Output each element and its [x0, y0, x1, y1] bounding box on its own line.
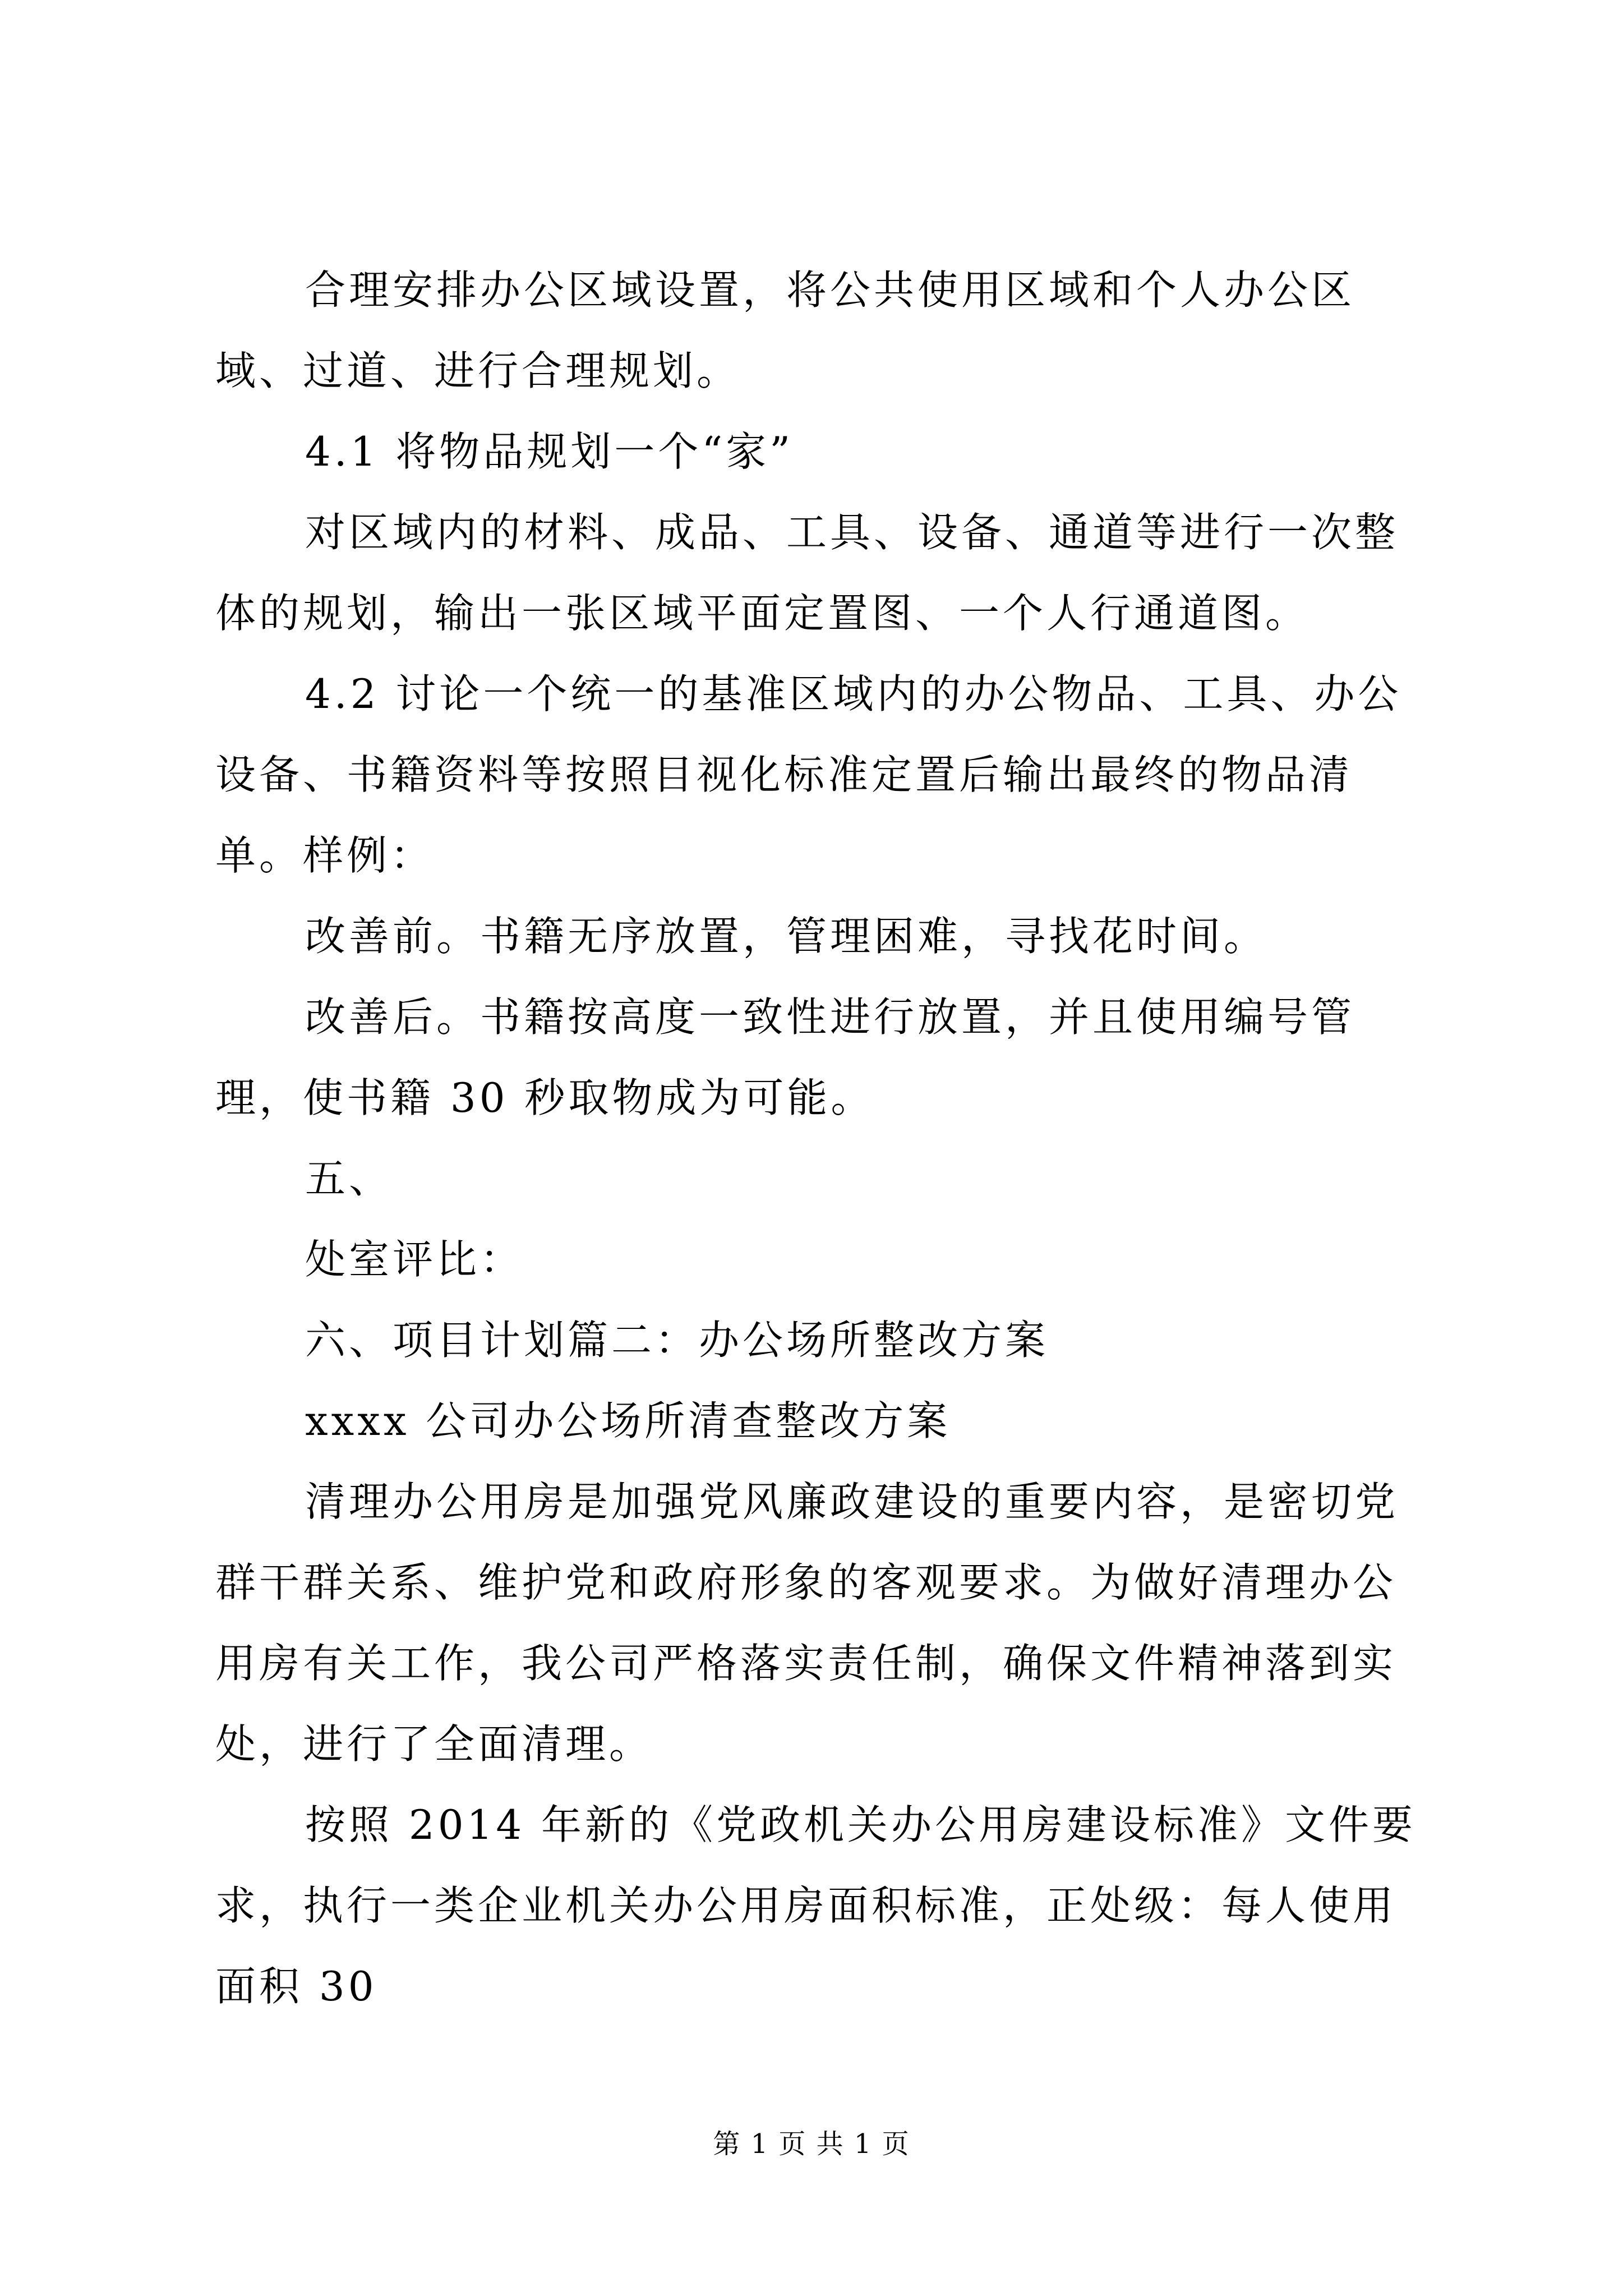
heading-section-five: 五、	[305, 1155, 393, 1202]
paragraph-4-2-standard: 4.2 讨论一个统一的基准区域内的办公物品、工具、办公设备、书籍资料等按照目视化标准定置后输出最终的物品清单。样例：	[215, 670, 1402, 879]
page-footer: 第 1 页 共 1 页	[713, 2128, 910, 2160]
paragraph-after-improvement: 改善后。书籍按高度一致性进行放置，并且使用编号管理，使书籍 30 秒取物成为可能。	[215, 993, 1355, 1121]
heading-company-plan: xxxx 公司办公场所清查整改方案	[305, 1397, 951, 1444]
paragraph-area-standard: 按照 2014 年新的《党政机关办公用房建设标准》文件要求，执行一类企业机关办公用房面积标准，正处级：每人使用面积 30	[215, 1801, 1417, 2010]
paragraph-before-improvement: 改善前。书籍无序放置，管理困难，寻找花时间。	[305, 913, 1268, 960]
document-body	[215, 250, 1427, 2027]
paragraph-department-review: 处室评比：	[305, 1236, 524, 1283]
heading-section-six: 六、项目计划篇二：办公场所整改方案	[305, 1317, 1049, 1364]
paragraph-cleanup-importance: 清理办公用房是加强党风廉政建设的重要内容，是密切党群干群关系、维护党和政府形象的客观要求。为做好清理办公用房有关工作，我公司严格落实责任制，确保文件精神落到实处，进行了全面清理。	[215, 1478, 1399, 1768]
paragraph-office-area-layout: 合理安排办公区域设置，将公共使用区域和个人办公区域、过道、进行合理规划。	[215, 266, 1355, 394]
paragraph-area-planning: 对区域内的材料、成品、工具、设备、通道等进行一次整体的规划，输出一张区域平面定置图、一个人行通道图。	[215, 509, 1399, 637]
heading-4-1: 4.1 将物品规划一个“家”	[305, 428, 794, 475]
